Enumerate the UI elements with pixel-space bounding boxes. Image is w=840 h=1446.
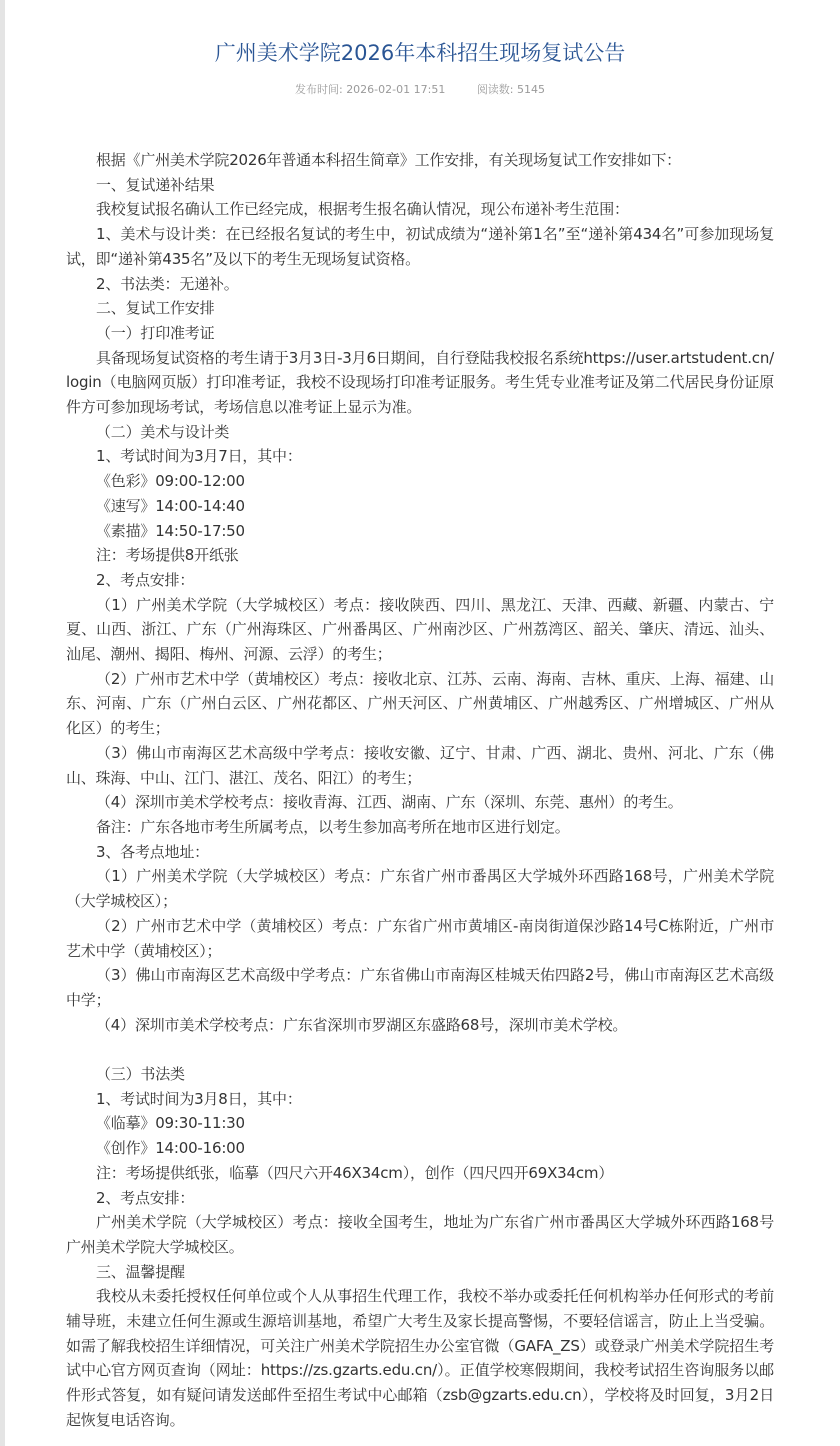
body-paragraph: 具备现场复试资格的考生请于3月3日-3月6日期间，自行登陆我校报名系统https://user.artstudent.cn/login（电脑网页版）打印准考证，我校不设现场打印准考证服务。考生凭专业准考证及第二代居民身份证原件方可参加现场考试，考场信息以准考证上显示为准。 — [66, 348, 774, 417]
body-paragraph: 备注：广东各地市考生所属考点，以考生参加高考所在地市区进行划定。 — [96, 817, 570, 836]
body-paragraph: 1、考试时间为3月8日，其中： — [96, 1089, 302, 1108]
body-paragraph: （4）深圳市美术学校考点：广东省深圳市罗湖区东盛路68号，深圳市美术学校。 — [96, 1015, 628, 1034]
publish-label: 发布时间: — [294, 83, 343, 96]
schedule-item: 《色彩》09:00-12:00 — [96, 472, 245, 491]
page-left-border — [0, 0, 5, 1446]
schedule-item: 《素描》14:50-17:50 — [96, 521, 245, 540]
section-heading-3: 三、温馨提醒 — [96, 1262, 185, 1281]
subsection-heading: （二）美术与设计类 — [96, 422, 230, 441]
views-count: 5145 — [517, 83, 546, 96]
subsection-heading: （一）打印准考证 — [96, 323, 215, 342]
views-label: 阅读数: — [476, 83, 514, 96]
subsection-heading: （三）书法类 — [96, 1065, 185, 1083]
body-paragraph: 1、美术与设计类：在已经报名复试的考生中，初试成绩为“递补第1名”至“递补第434名”可参加现场复试，即“递补第435名”及以下的考生无现场复试资格。 — [66, 225, 774, 268]
body-paragraph: （2）广州市艺术中学（黄埔校区）考点：接收北京、江苏、云南、海南、吉林、重庆、上海、福建、山东、河南、广东（广州白云区、广州花都区、广州天河区、广州黄埔区、广州越秀区、广州增城区、广州从化区）的考生； — [66, 669, 774, 738]
body-paragraph: 2、考点安排： — [96, 570, 195, 589]
blank-line — [66, 1037, 774, 1062]
body-paragraph: （3）佛山市南海区艺术高级中学考点：广东省佛山市南海区桂城天佑四路2号，佛山市南海区艺术高级中学； — [66, 966, 774, 1009]
section-heading-2: 二、复试工作安排 — [96, 299, 215, 318]
schedule-item: 《速写》14:00-14:40 — [96, 496, 245, 515]
section-heading-1: 一、复试递补结果 — [96, 175, 215, 194]
body-paragraph: （4）深圳市美术学校考点：接收青海、江西、湖南、广东（深圳、东莞、惠州）的考生。 — [96, 793, 683, 812]
body-paragraph: 3、各考点地址： — [96, 842, 209, 861]
article-title: 广州美术学院2026年本科招生现场复试公告 — [214, 41, 626, 65]
body-paragraph: 我校从未委托授权任何单位或个人从事招生代理工作，我校不举办或委托任何机构举办任何形式的考前辅导班，未建立任何生源或生源培训基地，希望广大考生及家长提高警惕，不要轻信谣言，防止上当受骗。如需了解我校招生详细情况，可关注广州美术学院招生办公室官微（GAFA_ZS）或登录广州美术学院招生考试中心官方网页查询（网址：https://zs.gzarts.edu.cn/）。正值学校寒假期间，我校考试招生咨询服务以邮件形式答复，如有疑问请发送邮件至招生考试中心邮箱（zsb@gzarts.edu.cn），学校将及时回复，3月2日起恢复电话咨询。 — [66, 1287, 774, 1429]
body-paragraph: 2、考点安排： — [96, 1188, 195, 1207]
body-paragraph: （3）佛山市南海区艺术高级中学考点：接收安徽、辽宁、甘肃、广西、湖北、贵州、河北、广东（佛山、珠海、中山、江门、湛江、茂名、阳江）的考生； — [66, 743, 774, 787]
body-paragraph: 1、考试时间为3月7日，其中： — [96, 447, 302, 466]
schedule-item: 《创作》14:00-16:00 — [96, 1139, 245, 1158]
publish-info — [295, 82, 445, 98]
body-paragraph: （1）广州美术学院（大学城校区）考点：接收陕西、四川、黑龙江、天津、西藏、新疆、内蒙古、宁夏、山西、浙江、广东（广州海珠区、广州番禺区、广州南沙区、广州荔湾区、韶关、肇庆、清远、汕头、汕尾、潮州、揭阳、梅州、河源、云浮）的考生； — [66, 595, 774, 664]
article — [66, 0, 774, 1433]
intro-paragraph: 根据《广州美术学院2026年普通本科招生简章》工作安排，有关现场复试工作安排如下： — [96, 151, 681, 169]
body-paragraph: 2、书法类：无递补。 — [96, 274, 239, 293]
body-paragraph: （1）广州美术学院（大学城校区）考点：广东省广州市番禺区大学城外环西路168号，广州美术学院（大学城校区）； — [66, 867, 774, 911]
body-paragraph: 注：考场提供纸张，临摹（四尺六开46X34cm），创作（四尺四开69X34cm） — [96, 1163, 614, 1182]
body-paragraph: 我校复试报名确认工作已经完成，根据考生报名确认情况，现公布递补考生范围： — [96, 200, 629, 219]
body-paragraph: 广州美术学院（大学城校区）考点：接收全国考生，地址为广东省广州市番禺区大学城外环西路168号广州美术学院大学城校区。 — [66, 1213, 774, 1256]
schedule-item: 《临摹》09:30-11:30 — [96, 1114, 245, 1133]
publish-time: 2026-02-01 17:51 — [346, 83, 446, 96]
body-paragraph: （2）广州市艺术中学（黄埔校区）考点：广东省广州市黄埔区-南岗街道保沙路14号C栋附近，广州市艺术中学（黄埔校区）； — [66, 916, 774, 960]
article-meta — [66, 82, 774, 98]
article-body — [66, 148, 774, 1433]
body-paragraph: 注：考场提供8开纸张 — [96, 546, 239, 565]
views-info — [477, 82, 545, 98]
